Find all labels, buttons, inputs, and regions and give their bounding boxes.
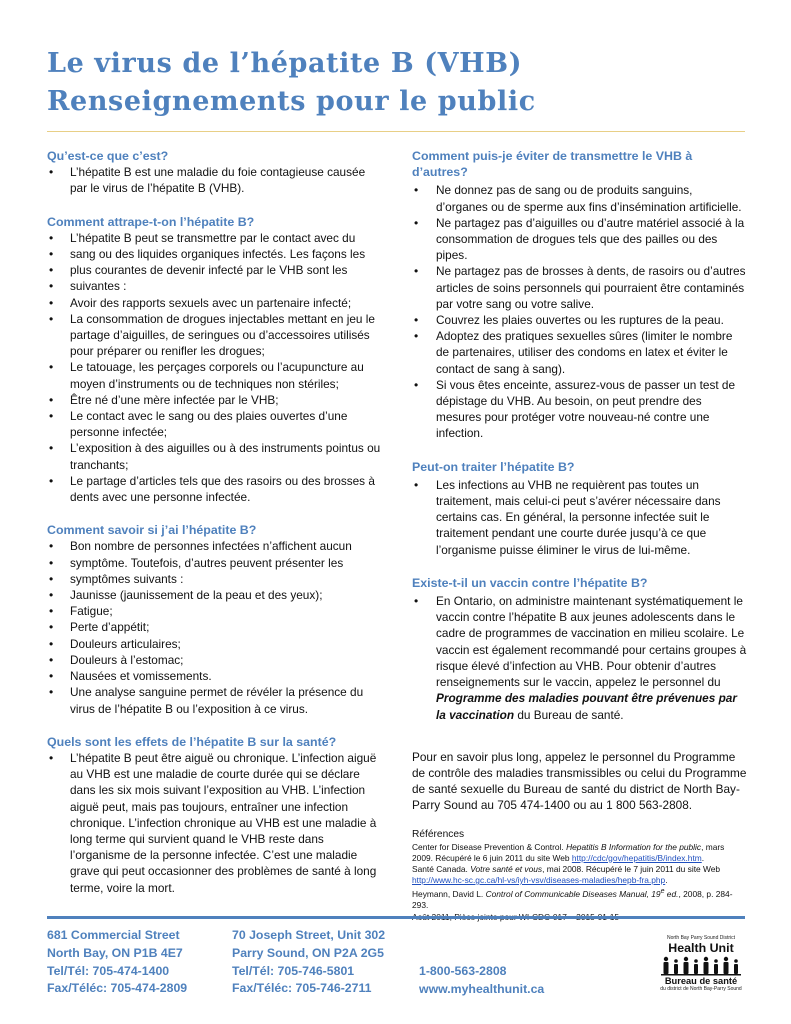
list-item: • symptômes suivants : <box>47 571 382 587</box>
office-phone: Tel/Tél: 705-474-1400 <box>47 963 170 978</box>
section-heading: Existe-t-il un vaccin contre l’hépatite B? <box>412 575 648 590</box>
list-item: • Ne partagez pas d’aiguilles ou d’autre matériel associé à la consommation de drogues tels que des pailles ou des pipes. <box>412 215 747 264</box>
list-item: • symptôme. Toutefois, d’autres peuvent présenter les <box>47 555 382 571</box>
list-item: • L’exposition à des aiguilles ou à des instruments pointus ou tranchants; <box>47 440 382 472</box>
section-prevention <box>412 148 747 442</box>
section-symptoms <box>47 522 382 716</box>
list-item: • Le tatouage, les perçages corporels ou l’acupuncture au moyen d’instruments ou de techniques non stériles; <box>47 359 382 391</box>
list-item: • Le partage d’articles tels que des rasoirs ou des brosses à dents avec une personne infectée. <box>47 473 382 505</box>
list-item: • Si vous êtes enceinte, assurez-vous de passer un test de dépistage du VHB. Au besoin, on peut prendre des mesures pour protéger votre nouveau-né contre une infection. <box>412 377 747 442</box>
health-canada-link[interactable]: http://www.hc-sc.gc.ca/hl-vs/iyh-vsv/diseases-maladies/hepb-fra.php <box>412 875 666 886</box>
list-item: • Couvrez les plaies ouvertes ou les ruptures de la peau. <box>412 312 747 328</box>
section-vaccine <box>412 575 747 723</box>
office-fax: Fax/Téléc: 705-474-2809 <box>47 981 188 996</box>
list-item: • Une analyse sanguine permet de révéler la présence du virus de l’hépatite B ou l’exposition à ce virus. <box>47 684 382 716</box>
section-heading: Quels sont les effets de l’hépatite B sur la santé? <box>47 734 337 749</box>
cdc-link[interactable]: http://cdc/gov/hepatitis/B/index.htm <box>571 852 702 863</box>
page-title: Le virus de l’hépatite B (VHB) Renseignements pour le public <box>47 48 536 117</box>
list-item: • Fatigue; <box>47 603 382 619</box>
list-item: • Adoptez des pratiques sexuelles sûres (limiter le nombre de partenaires, utiliser des condoms en latex et éviter le contact de sang à sang). <box>412 328 747 377</box>
list-item: • L’hépatite B est une maladie du foie contagieuse causée par le virus de l’hépatite B (VHB). <box>47 164 382 196</box>
vaccine-program-name: Programme des maladies pouvant être prévenues par la vaccination <box>436 691 737 722</box>
reference-heymann: Heymann, David L. Control of Communicable Diseases Manual, 19e ed., 2008, p. 284-293. <box>412 888 733 911</box>
reference-health-canada: Santé Canada. Votre santé et vous, mai 2008. Récupéré le 7 juin 2011 du site Web http://www.hc-sc.gc.ca/hl-vs/iyh-vsv/diseases-maladies/hepb-fra.php. <box>412 863 721 886</box>
list-item: • suivantes : <box>47 278 382 294</box>
list-item: • Ne partagez pas de brosses à dents, de rasoirs ou d’autres articles de soins personnels qui pourraient être contaminés par votre sang ou votre salive. <box>412 263 747 312</box>
vaccine-tail: du Bureau de santé. <box>517 707 624 722</box>
health-unit-logo: North Bay Parry Sound District Health Unit Bureau de santé du district de North Bay-Parry Sound <box>660 935 742 992</box>
list-item: • L’hépatite B peut être aiguë ou chronique. L’infection aiguë au VHB est une maladie de courte durée qui se déclare dans les six mois suivant l’exposition au VHB. L’infection aiguë peut, mais pas toujours, entraîner une infection chronique. L’infection chronique au VHB est une maladie à long terme qui survient quand le VHB reste dans l’organisme de la personne infectée. C’est une maladie grave qui peut occasionner des problèmes de santé à long terme, voire la mort. <box>47 750 382 896</box>
left-column <box>47 148 382 913</box>
office-city: North Bay, ON P1B 4E7 <box>47 945 183 960</box>
list-item: • Douleurs articulaires; <box>47 636 382 652</box>
references-title: Références <box>412 828 465 840</box>
section-treatment <box>412 459 747 558</box>
section-heading: Peut-on traiter l’hépatite B? <box>412 459 575 474</box>
list-item: • Le contact avec le sang ou des plaies ouvertes d’une personne infectée; <box>47 408 382 440</box>
footer-divider <box>47 916 745 919</box>
list-item: • Jaunisse (jaunissement de la peau et des yeux); <box>47 587 382 603</box>
section-what-is-it <box>47 148 382 197</box>
list-item: • Avoir des rapports sexuels avec un partenaire infecté; <box>47 295 382 311</box>
list-item: • Les infections au VHB ne requièrent pas toutes un traitement, mais celui-ci peut s’avérer nécessaire dans certains cas. En général, la personne infectée suit le traitement pendant une courte durée jusqu’à ce que l’organisme puisse éliminer le virus de lui-même. <box>412 477 747 558</box>
list-item: • Bon nombre de personnes infectées n’affichent aucun <box>47 538 382 554</box>
office-phone: Tel/Tél: 705-746-5801 <box>232 963 355 978</box>
office-north-bay <box>47 927 227 998</box>
contact-general <box>419 963 579 999</box>
list-item: • Être né d’une mère infectée par le VHB; <box>47 392 382 408</box>
section-heading: Comment savoir si j’ai l’hépatite B? <box>47 523 257 538</box>
section-health-effects <box>47 734 382 896</box>
list-item <box>412 593 747 723</box>
reference-cdc: Center for Disease Prevention & Control. Hepatitis B Information for the public, mars 2009. Récupéré le 6 juin 2011 du site Web http://cdc/gov/hepatitis/B/index.htm. <box>412 841 725 863</box>
office-fax: Fax/Téléc: 705-746-2711 <box>232 981 372 996</box>
list-item: • sang ou des liquides organiques infectés. Les façons les <box>47 246 382 262</box>
vaccine-text: En Ontario, on administre maintenant systématiquement le vaccin contre l’hépatite B aux jeunes adolescents dans le cadre de programmes de vaccination en milieu scolaire. Le vaccin est également recommandé pour certains groupes à risque élevé d’infection au VHB. Pour obtenir d’autres renseignements sur le vaccin, appelez le personnel du <box>436 594 747 690</box>
toll-free-number: 1-800-563-2808 <box>419 964 507 978</box>
section-heading: Comment attrape-t-on l’hépatite B? <box>47 214 255 229</box>
section-transmission <box>47 214 382 506</box>
title-divider <box>47 131 745 132</box>
list-item: • Douleurs à l’estomac; <box>47 652 382 668</box>
references <box>412 828 747 923</box>
more-info-paragraph: Pour en savoir plus long, appelez le personnel du Programme de contrôle des maladies transmissibles ou celui du Programme de santé sexuelle du Bureau de santé du district de North Bay-Parry Sound au 705 474-1400 ou au 1 800 563-2808. <box>412 749 747 813</box>
right-column <box>412 148 747 923</box>
section-heading: Comment puis-je éviter de transmettre le VHB à d’autres? <box>412 149 693 180</box>
section-heading: Qu’est-ce que c’est? <box>47 149 169 163</box>
website-link[interactable]: www.myhealthunit.ca <box>419 981 545 996</box>
office-city: Parry Sound, ON P2A 2G5 <box>232 945 384 960</box>
list-item: • Perte d’appétit; <box>47 619 382 635</box>
office-parry-sound <box>232 927 412 998</box>
office-street: 70 Joseph Street, Unit 302 <box>232 928 386 942</box>
list-item: • L’hépatite B peut se transmettre par le contact avec du <box>47 230 382 246</box>
list-item: • La consommation de drogues injectables mettant en jeu le partage d’aiguilles, de seringues ou d’accessoires utilisés pour préparer ou renifler les drogues; <box>47 311 382 360</box>
office-street: 681 Commercial Street <box>47 928 180 942</box>
list-item: • Ne donnez pas de sang ou de produits sanguins, d’organes ou de sperme aux fins d’insémination artificielle. <box>412 182 747 214</box>
list-item: • plus courantes de devenir infecté par le VHB sont les <box>47 262 382 278</box>
list-item: • Nausées et vomissements. <box>47 668 382 684</box>
people-figures-icon <box>660 956 742 976</box>
